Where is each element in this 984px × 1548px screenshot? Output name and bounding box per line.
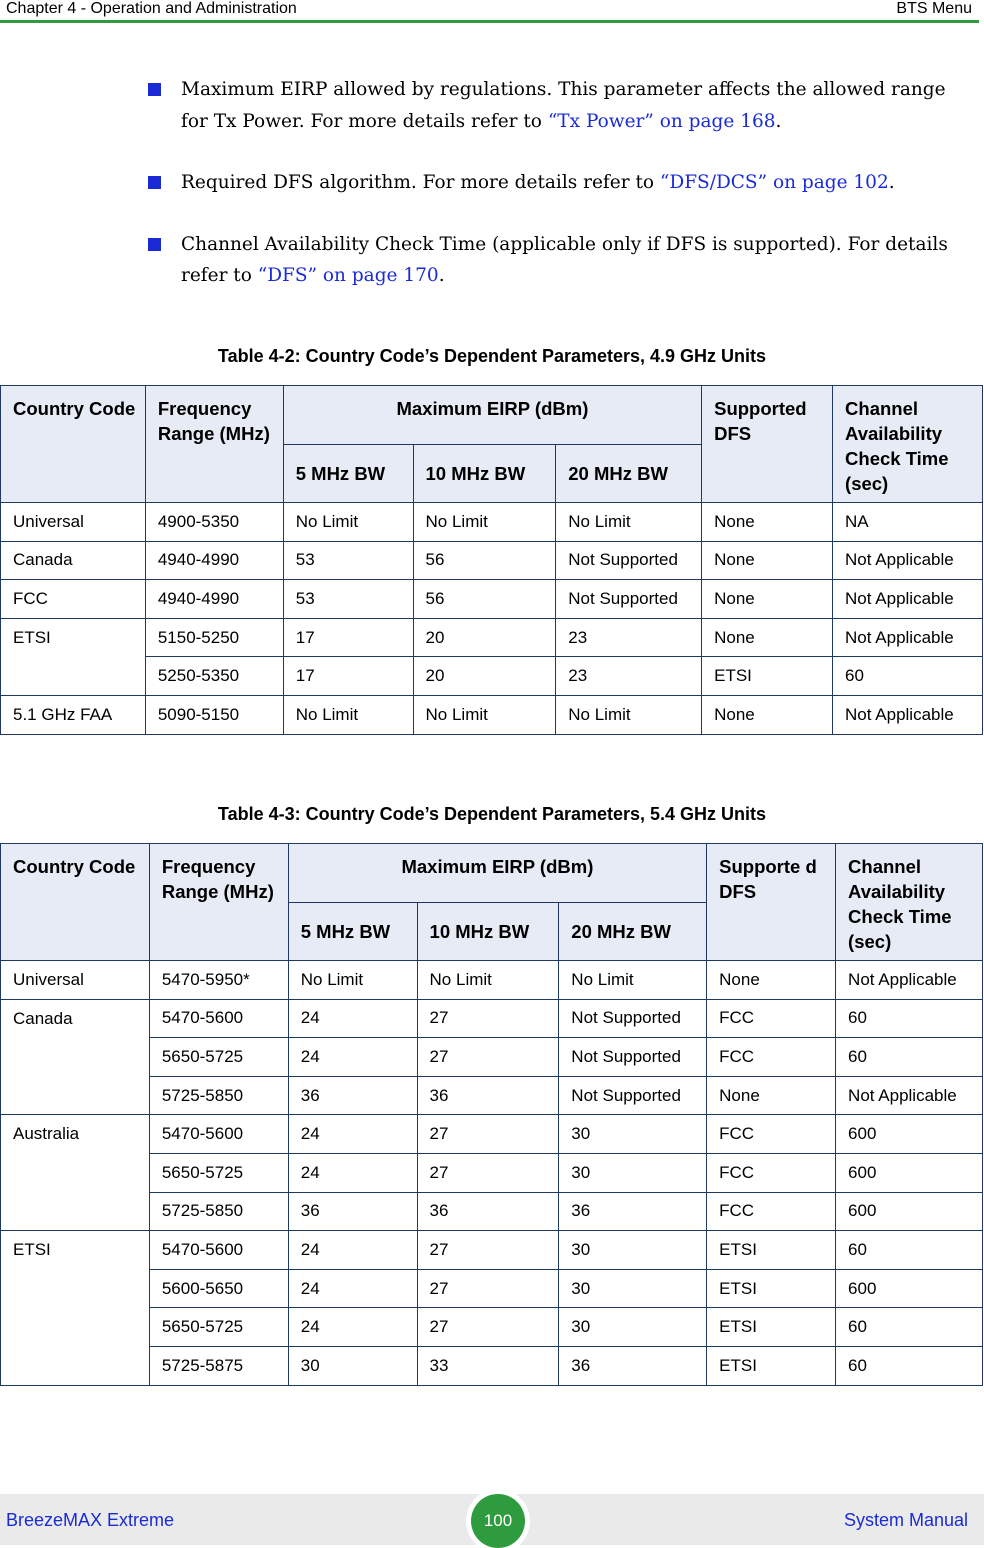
- cell-eirp-5mhz: 30: [288, 1346, 417, 1385]
- parameters-table-5-4ghz: [0, 843, 983, 1386]
- cell-eirp-10mhz: 33: [417, 1346, 559, 1385]
- header-rule: [0, 20, 979, 23]
- cell-frequency: 4900-5350: [145, 503, 283, 542]
- cell-eirp-10mhz: 56: [413, 580, 556, 619]
- header-10mhz-bw: 10 MHz BW: [413, 445, 556, 503]
- cell-frequency: 5090-5150: [145, 695, 283, 734]
- cell-dfs: FCC: [707, 1038, 836, 1077]
- cell-cac: NA: [833, 503, 983, 542]
- cell-eirp-5mhz: 17: [283, 618, 413, 657]
- header-country-code: Country Code: [1, 386, 146, 503]
- cell-country: ETSI: [1, 618, 146, 695]
- cell-cac: 60: [836, 1346, 983, 1385]
- cell-eirp-20mhz: Not Supported: [559, 999, 707, 1038]
- parameters-table-4-9ghz: [0, 385, 983, 735]
- cell-dfs: ETSI: [702, 657, 833, 696]
- cell-eirp-20mhz: 23: [556, 618, 702, 657]
- cell-frequency: 5725-5850: [149, 1076, 288, 1115]
- table-row: [1, 657, 983, 696]
- cell-eirp-10mhz: No Limit: [417, 961, 559, 1000]
- bullet-text-end: .: [438, 265, 445, 286]
- cell-dfs: None: [702, 541, 833, 580]
- cell-cac: Not Applicable: [836, 961, 983, 1000]
- table-row: [1, 618, 983, 657]
- cell-eirp-5mhz: 17: [283, 657, 413, 696]
- cell-country: Canada: [1, 999, 150, 1115]
- cell-eirp-5mhz: 24: [288, 1231, 417, 1270]
- cell-frequency: 5470-5600: [149, 1231, 288, 1270]
- table-row: [1, 695, 983, 734]
- header-cac-time: Channel Availability Check Time (sec): [836, 844, 983, 961]
- cell-country: FCC: [1, 580, 146, 619]
- bullet-text: Required DFS algorithm. For more details refer to: [181, 172, 660, 193]
- header-frequency-range: Frequency Range (MHz): [149, 844, 288, 961]
- cell-dfs: ETSI: [707, 1308, 836, 1347]
- cell-cac: 60: [836, 1231, 983, 1270]
- cell-cac: 600: [836, 1192, 983, 1231]
- cell-eirp-5mhz: 36: [288, 1076, 417, 1115]
- cell-cac: 60: [836, 1038, 983, 1077]
- cross-reference-link[interactable]: “DFS” on page 170: [257, 265, 439, 286]
- cell-eirp-5mhz: 24: [288, 999, 417, 1038]
- cell-eirp-5mhz: 24: [288, 1153, 417, 1192]
- table-row: [1, 580, 983, 619]
- header-5mhz-bw: 5 MHz BW: [283, 445, 413, 503]
- cell-cac: 60: [833, 657, 983, 696]
- cell-eirp-20mhz: Not Supported: [556, 580, 702, 619]
- cell-eirp-20mhz: Not Supported: [559, 1038, 707, 1077]
- table-caption: Table 4-2: Country Code’s Dependent Parameters, 4.9 GHz Units: [217, 346, 767, 366]
- bullet-square-icon: [148, 176, 161, 189]
- cell-eirp-20mhz: 30: [559, 1153, 707, 1192]
- bullet-text: Maximum EIRP allowed by regulations. This parameter affects the allowed range for Tx Power. For more details refer to: [181, 79, 946, 132]
- cell-eirp-10mhz: 27: [417, 1115, 559, 1154]
- cell-frequency: 5725-5850: [149, 1192, 288, 1231]
- cell-eirp-5mhz: 53: [283, 580, 413, 619]
- table-row: [1, 961, 983, 1000]
- cell-frequency: 4940-4990: [145, 541, 283, 580]
- cell-eirp-5mhz: 53: [283, 541, 413, 580]
- cross-reference-link[interactable]: “Tx Power” on page 168: [547, 110, 776, 132]
- cell-frequency: 5600-5650: [149, 1269, 288, 1308]
- cell-eirp-20mhz: 30: [559, 1308, 707, 1347]
- bullet-text: Channel Availability Check Time (applicable only if DFS is supported). For details refer to: [181, 233, 948, 286]
- cell-cac: Not Applicable: [836, 1076, 983, 1115]
- table-row: [1, 999, 983, 1038]
- cell-dfs: None: [702, 580, 833, 619]
- cell-frequency: 5250-5350: [145, 657, 283, 696]
- cell-dfs: None: [702, 695, 833, 734]
- cell-eirp-20mhz: 36: [559, 1346, 707, 1385]
- cell-frequency: 5470-5600: [149, 1115, 288, 1154]
- cell-eirp-5mhz: 24: [288, 1115, 417, 1154]
- chapter-title: Chapter 4 - Operation and Administration: [6, 0, 297, 17]
- header-5mhz-bw: 5 MHz BW: [288, 903, 417, 961]
- cell-eirp-20mhz: 23: [556, 657, 702, 696]
- cell-eirp-20mhz: Not Supported: [559, 1076, 707, 1115]
- header-10mhz-bw: 10 MHz BW: [417, 903, 559, 961]
- cell-eirp-20mhz: 30: [559, 1269, 707, 1308]
- cell-dfs: FCC: [707, 1192, 836, 1231]
- cell-country: Australia: [1, 1115, 150, 1231]
- table-row: [1, 1115, 983, 1154]
- header-supported-dfs: Supporte d DFS: [707, 844, 836, 961]
- cell-eirp-5mhz: 36: [288, 1192, 417, 1231]
- bullet-square-icon: [148, 83, 161, 96]
- cell-dfs: None: [707, 961, 836, 1000]
- cell-eirp-20mhz: No Limit: [556, 503, 702, 542]
- table-caption: Table 4-3: Country Code’s Dependent Parameters, 5.4 GHz Units: [217, 804, 767, 824]
- cell-frequency: 5470-5600: [149, 999, 288, 1038]
- header-20mhz-bw: 20 MHz BW: [559, 903, 707, 961]
- cell-cac: Not Applicable: [833, 580, 983, 619]
- cell-eirp-10mhz: 27: [417, 1038, 559, 1077]
- cell-eirp-20mhz: 30: [559, 1231, 707, 1270]
- bullet-item: [148, 74, 968, 137]
- cell-cac: 600: [836, 1115, 983, 1154]
- cell-eirp-10mhz: 27: [417, 1153, 559, 1192]
- cell-dfs: None: [702, 503, 833, 542]
- cell-frequency: 5650-5725: [149, 1153, 288, 1192]
- cell-dfs: FCC: [707, 1153, 836, 1192]
- cell-dfs: None: [702, 618, 833, 657]
- table-row: [1, 1231, 983, 1270]
- cell-dfs: ETSI: [707, 1346, 836, 1385]
- cell-frequency: 5725-5875: [149, 1346, 288, 1385]
- cell-frequency: 5470-5950*: [149, 961, 288, 1000]
- page-number-badge: 100: [471, 1494, 525, 1548]
- footer-product-name: BreezeMAX Extreme: [6, 1510, 175, 1530]
- bullet-list: [148, 74, 968, 322]
- cell-eirp-10mhz: No Limit: [413, 695, 556, 734]
- header-max-eirp: Maximum EIRP (dBm): [288, 844, 706, 903]
- bullet-item: [148, 167, 968, 199]
- cell-eirp-10mhz: 36: [417, 1076, 559, 1115]
- header-20mhz-bw: 20 MHz BW: [556, 445, 702, 503]
- cell-frequency: 5650-5725: [149, 1308, 288, 1347]
- table-row: [1, 541, 983, 580]
- cell-cac: 60: [836, 999, 983, 1038]
- cell-country: Canada: [1, 541, 146, 580]
- cell-eirp-20mhz: Not Supported: [556, 541, 702, 580]
- cell-frequency: 4940-4990: [145, 580, 283, 619]
- cell-eirp-5mhz: 24: [288, 1269, 417, 1308]
- cell-eirp-10mhz: 56: [413, 541, 556, 580]
- bullet-square-icon: [148, 238, 161, 251]
- bullet-item: [148, 229, 968, 292]
- cell-cac: Not Applicable: [833, 695, 983, 734]
- cell-country: ETSI: [1, 1231, 150, 1385]
- footer-document-name: System Manual: [843, 1510, 968, 1530]
- page-footer: [0, 1494, 984, 1545]
- cell-eirp-10mhz: 27: [417, 1231, 559, 1270]
- header-frequency-range: Frequency Range (MHz): [145, 386, 283, 503]
- header-supported-dfs: Supported DFS: [702, 386, 833, 503]
- cell-cac: Not Applicable: [833, 618, 983, 657]
- cell-eirp-5mhz: 24: [288, 1038, 417, 1077]
- cell-eirp-10mhz: 20: [413, 657, 556, 696]
- cell-eirp-10mhz: No Limit: [413, 503, 556, 542]
- cross-reference-link[interactable]: “DFS/DCS” on page 102: [659, 172, 889, 193]
- cell-dfs: ETSI: [707, 1269, 836, 1308]
- cell-eirp-20mhz: 36: [559, 1192, 707, 1231]
- header-max-eirp: Maximum EIRP (dBm): [283, 386, 701, 445]
- cell-country: Universal: [1, 503, 146, 542]
- cell-cac: 600: [836, 1153, 983, 1192]
- cell-country: Universal: [1, 961, 150, 1000]
- cell-dfs: None: [707, 1076, 836, 1115]
- cell-eirp-5mhz: 24: [288, 1308, 417, 1347]
- cell-eirp-10mhz: 27: [417, 1308, 559, 1347]
- cell-eirp-5mhz: No Limit: [288, 961, 417, 1000]
- cell-eirp-10mhz: 20: [413, 618, 556, 657]
- header-cac-time: Channel Availability Check Time (sec): [833, 386, 983, 503]
- cell-dfs: FCC: [707, 999, 836, 1038]
- page-header: [0, 0, 984, 22]
- cell-cac: 600: [836, 1269, 983, 1308]
- cell-cac: 60: [836, 1308, 983, 1347]
- header-country-code: Country Code: [1, 844, 150, 961]
- cell-dfs: FCC: [707, 1115, 836, 1154]
- cell-cac: Not Applicable: [833, 541, 983, 580]
- section-title: BTS Menu: [896, 0, 972, 17]
- cell-frequency: 5650-5725: [149, 1038, 288, 1077]
- table-row: [1, 503, 983, 542]
- bullet-text-end: .: [775, 110, 782, 132]
- cell-eirp-20mhz: No Limit: [559, 961, 707, 1000]
- cell-dfs: ETSI: [707, 1231, 836, 1270]
- cell-country: 5.1 GHz FAA: [1, 695, 146, 734]
- cell-eirp-10mhz: 36: [417, 1192, 559, 1231]
- cell-eirp-20mhz: No Limit: [556, 695, 702, 734]
- cell-eirp-10mhz: 27: [417, 1269, 559, 1308]
- cell-frequency: 5150-5250: [145, 618, 283, 657]
- cell-eirp-10mhz: 27: [417, 999, 559, 1038]
- cell-eirp-5mhz: No Limit: [283, 695, 413, 734]
- cell-eirp-5mhz: No Limit: [283, 503, 413, 542]
- cell-eirp-20mhz: 30: [559, 1115, 707, 1154]
- bullet-text-end: .: [888, 172, 895, 193]
